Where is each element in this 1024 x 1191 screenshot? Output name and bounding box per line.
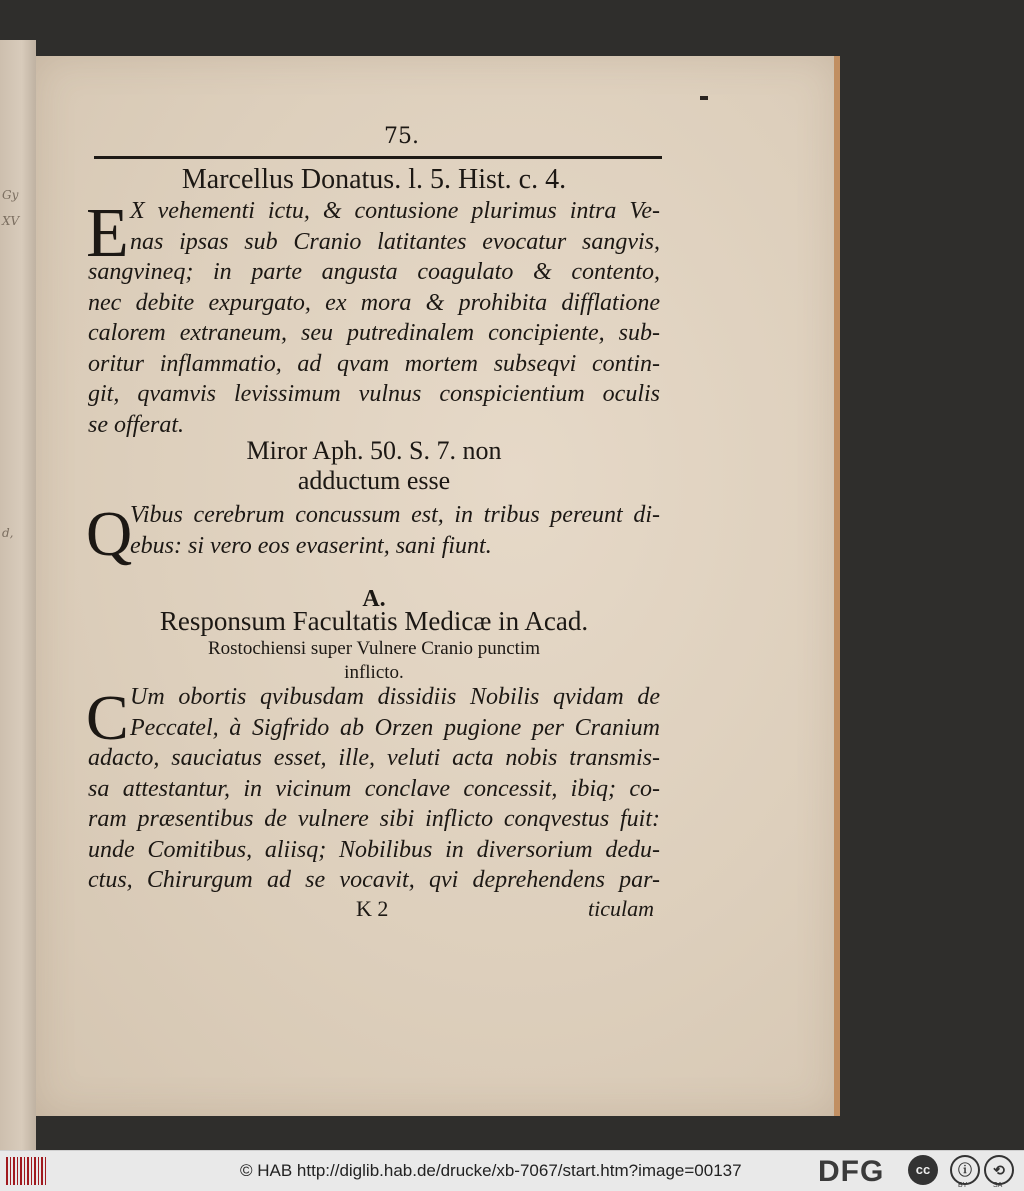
section-heading-miror-cont: adductum esse [297,466,451,495]
left-page-fragment: d, [2,526,14,540]
text-line: sa attestantur, in vicinum conclave concessit, ibiq; co- [88,775,660,802]
left-page-fragment: Gy [2,188,19,202]
ink-mark [700,96,708,100]
by-attribution-icon[interactable]: ⓘ [950,1155,980,1185]
paragraph-qvibus [86,498,660,569]
cc-license-icon[interactable]: cc [908,1155,938,1185]
section-subheading-inflicto: inflicto. [344,662,404,683]
text-line: X vehementi ictu, & contusione plurimus intra Ve- [130,198,660,224]
text-line: adacto, sauciatus esset, ille, veluti acta nobis transmis- [88,745,660,771]
text-line: Vibus cerebrum concussum est, in tribus pereunt di- [130,502,660,528]
page-number: 75. [384,124,419,149]
signature-mark: K 2 [356,896,389,921]
dfg-logo[interactable]: DFG [818,1155,885,1188]
text-line: Peccatel, à Sigfrido ab Orzen pugione per Cranium [130,714,660,741]
page-edge [834,56,840,1116]
sa-sharealike-icon[interactable]: ⟲ [984,1155,1014,1185]
header-rule [94,156,662,159]
section-heading-marcellus: Marcellus Donatus. l. 5. Hist. c. 4. [181,164,567,195]
text-line: unde Comitibus, aliisq; Nobilibus in diversorium dedu- [88,836,660,863]
left-page-fragment: XV [2,214,20,228]
text-line: nec debite expurgato, ex mora & prohibita difflatione [88,289,660,316]
text-line: ram præsentibus de vulnere sibi inflicto conqvestus fuit: [88,806,660,832]
sa-label: SA [993,1182,1003,1189]
text-line: calorem extraneum, seu putredinalem concipiente, sub- [88,320,660,346]
text-line: oritur inflammatio, ad qvam mortem subseqvi contin- [88,350,660,377]
drop-cap: E [86,195,129,272]
left-page-edge [0,40,36,1150]
by-label: BY [958,1182,968,1189]
section-heading-miror: Miror Aph. 50. S. 7. non [246,436,502,465]
catchword: ticulam [588,896,654,921]
text-line: sangvineq; in parte angusta coagulato & contento, [88,259,660,285]
paragraph-vehementi [88,196,660,440]
text-line: ctus, Chirurgum ad se vocavit, qvi deprehendens par- [88,867,660,893]
drop-cap: Q [86,498,133,569]
paragraph-obortis [88,682,660,896]
footer-bar [0,1150,1024,1191]
section-letter-a: A. [362,586,386,612]
book-page [36,56,836,1116]
barcode-icon [6,1157,48,1185]
text-line: git, qvamvis levissimum vulnus conspicientium oculis [88,381,660,407]
text-line: Um obortis qvibusdam dissidiis Nobilis qvidam de [130,684,660,710]
section-heading-responsum: Responsum Facultatis Medicæ in Acad. [159,606,589,636]
drop-cap: C [86,682,129,753]
section-subheading-rostoch: Rostochiensi super Vulnere Cranio punctim [207,638,540,659]
copyright-credit[interactable]: © HAB http://diglib.hab.de/drucke/xb-7067/start.htm?image=00137 [240,1161,742,1180]
text-line: se offerat. [88,411,184,438]
text-line: nas ipsas sub Cranio latitantes evocatur sangvis, [130,228,660,255]
text-line: ebus: si vero eos evaserint, sani fiunt. [130,532,492,559]
